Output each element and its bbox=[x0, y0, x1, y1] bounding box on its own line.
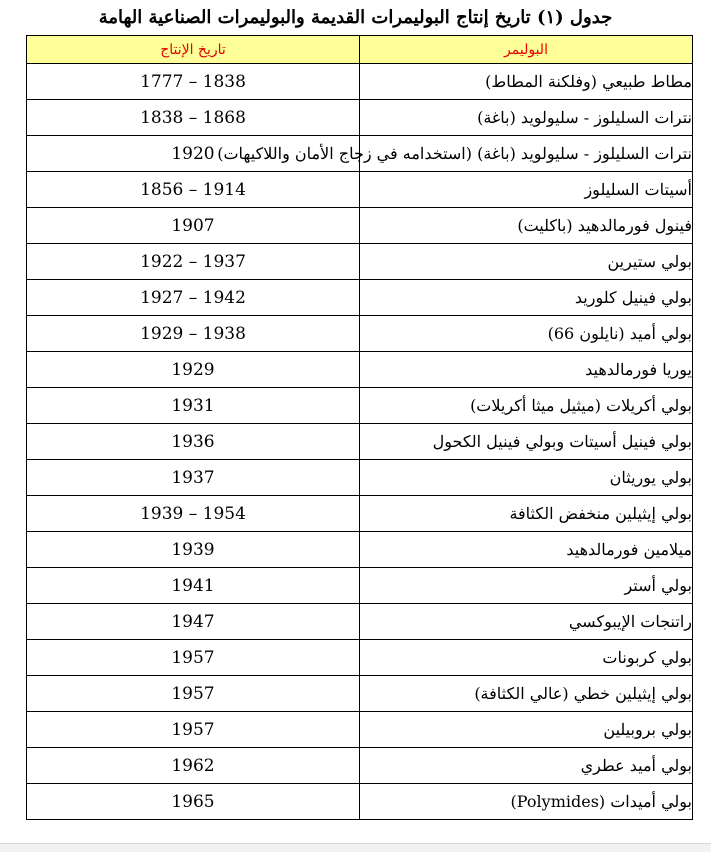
polymer-name-cell: بولي فينيل أسيتات وبولي فينيل الكحول bbox=[360, 424, 693, 460]
table-row bbox=[27, 676, 693, 712]
table-row bbox=[27, 64, 693, 100]
production-date-cell: 1838 – 1868 bbox=[27, 100, 360, 136]
polymer-name-cell: نترات السليلوز - سليولويد (باغة) (استخدامه في زجاج الأمان واللاكيهات) bbox=[360, 136, 693, 172]
table-body bbox=[27, 64, 693, 820]
production-date-cell: 1939 bbox=[27, 532, 360, 568]
table-row bbox=[27, 496, 693, 532]
production-date-cell: 1856 – 1914 bbox=[27, 172, 360, 208]
production-date-cell: 1965 bbox=[27, 784, 360, 820]
production-date-cell: 1920 bbox=[27, 136, 360, 172]
table-row bbox=[27, 244, 693, 280]
table-row bbox=[27, 136, 693, 172]
table-row bbox=[27, 280, 693, 316]
polymer-name-cell: فينول فورمالدهيد (باكليت) bbox=[360, 208, 693, 244]
table-row bbox=[27, 568, 693, 604]
table-row bbox=[27, 712, 693, 748]
polymer-name-cell: يوريا فورمالدهيد bbox=[360, 352, 693, 388]
polymer-name-cell: ميلامين فورمالدهيد bbox=[360, 532, 693, 568]
column-header-polymer: البوليمر bbox=[360, 36, 693, 64]
polymer-name-cell: بولي بروبيلين bbox=[360, 712, 693, 748]
production-date-cell: 1957 bbox=[27, 640, 360, 676]
table-row bbox=[27, 460, 693, 496]
polymer-name-cell: راتنجات الإيبوكسي bbox=[360, 604, 693, 640]
production-date-cell: 1947 bbox=[27, 604, 360, 640]
polymer-name-cell: نترات السليلوز - سليولويد (باغة) bbox=[360, 100, 693, 136]
production-date-cell: 1937 bbox=[27, 460, 360, 496]
polymer-name-cell: مطاط طبيعي (وفلكنة المطاط) bbox=[360, 64, 693, 100]
polymer-name-cell: بولي فينيل كلوريد bbox=[360, 280, 693, 316]
page-bottom-edge bbox=[0, 843, 711, 852]
table-row bbox=[27, 172, 693, 208]
column-header-date: تاريخ الإنتاج bbox=[27, 36, 360, 64]
production-date-cell: 1939 – 1954 bbox=[27, 496, 360, 532]
table-row bbox=[27, 352, 693, 388]
production-date-cell: 1907 bbox=[27, 208, 360, 244]
polymer-name-cell: بولي كربونات bbox=[360, 640, 693, 676]
table-title: جدول (١) تاريخ إنتاج البوليمرات القديمة والبوليمرات الصناعية الهامة bbox=[98, 7, 613, 28]
production-date-cell: 1929 bbox=[27, 352, 360, 388]
production-date-cell: 1931 bbox=[27, 388, 360, 424]
polymer-name-cell: بولي إيثيلين خطي (عالي الكثافة) bbox=[360, 676, 693, 712]
polymer-name-cell: بولي أستر bbox=[360, 568, 693, 604]
production-date-cell: 1957 bbox=[27, 676, 360, 712]
polymer-name-cell: بولي أكريلات (ميثيل ميثا أكريلات) bbox=[360, 388, 693, 424]
production-date-cell: 1962 bbox=[27, 748, 360, 784]
table-row bbox=[27, 100, 693, 136]
table-row bbox=[27, 388, 693, 424]
production-date-cell: 1941 bbox=[27, 568, 360, 604]
polymer-name-cell: بولي أميد (نايلون 66) bbox=[360, 316, 693, 352]
table-row bbox=[27, 316, 693, 352]
polymer-name-cell: بولي إيثيلين منخفض الكثافة bbox=[360, 496, 693, 532]
table-row bbox=[27, 640, 693, 676]
table-row bbox=[27, 532, 693, 568]
production-date-cell: 1929 – 1938 bbox=[27, 316, 360, 352]
production-date-cell: 1936 bbox=[27, 424, 360, 460]
table-row bbox=[27, 208, 693, 244]
table-row bbox=[27, 784, 693, 820]
production-date-cell: 1777 – 1838 bbox=[27, 64, 360, 100]
polymer-name-cell: بولي أميدات (Polymides) bbox=[360, 784, 693, 820]
table-row bbox=[27, 604, 693, 640]
production-date-cell: 1922 – 1937 bbox=[27, 244, 360, 280]
production-date-cell: 1957 bbox=[27, 712, 360, 748]
polymer-name-cell: بولي أميد عطري bbox=[360, 748, 693, 784]
table-row bbox=[27, 748, 693, 784]
polymer-name-cell: بولي ستيرين bbox=[360, 244, 693, 280]
table-row bbox=[27, 424, 693, 460]
polymer-history-table bbox=[26, 35, 693, 820]
polymer-name-cell: بولي يوريثان bbox=[360, 460, 693, 496]
table-header-row bbox=[27, 36, 693, 64]
polymer-name-cell: أسيتات السليلوز bbox=[360, 172, 693, 208]
production-date-cell: 1927 – 1942 bbox=[27, 280, 360, 316]
